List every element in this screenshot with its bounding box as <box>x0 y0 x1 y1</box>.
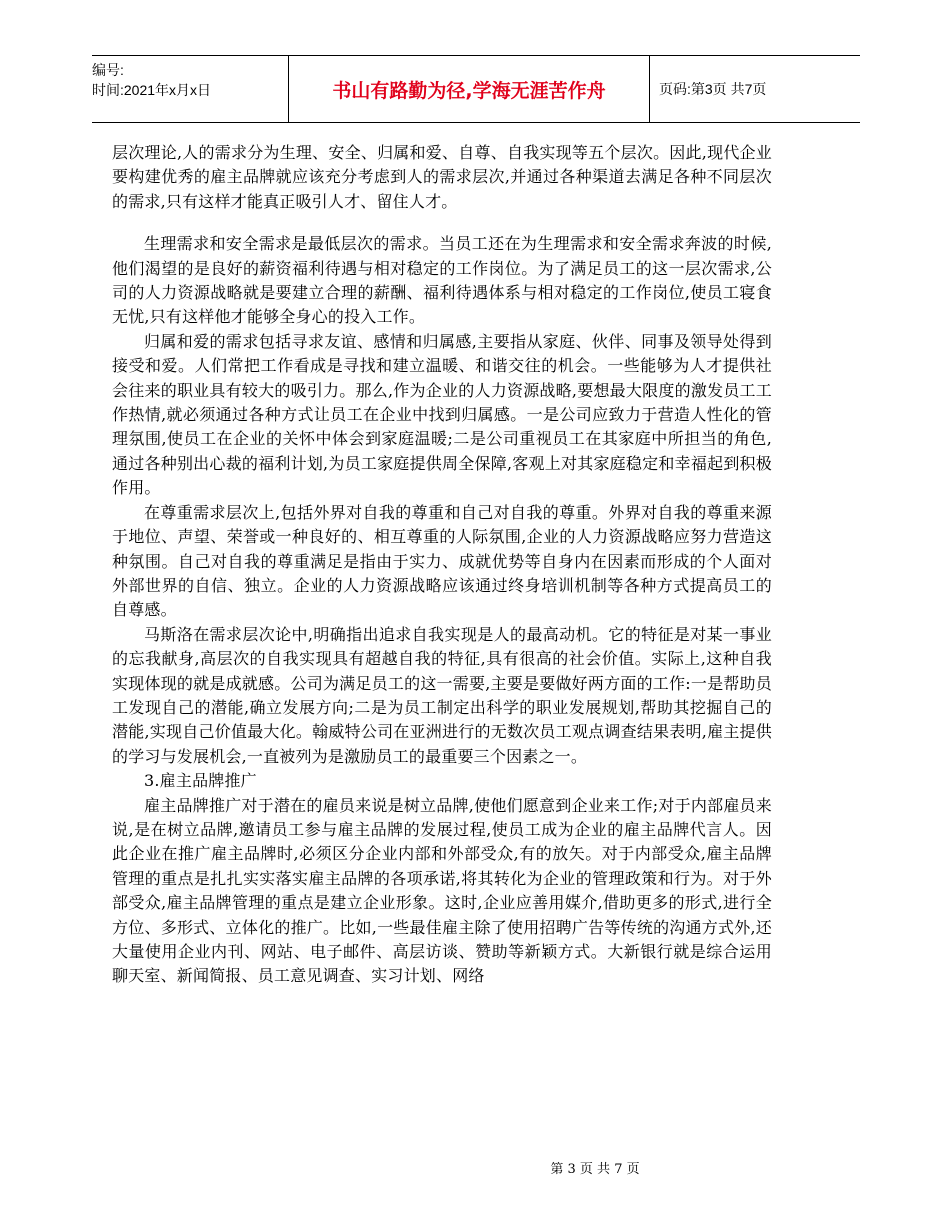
header-slogan: 书山有路勤为径,学海无涯苦作舟 <box>288 56 650 122</box>
paragraph: 雇主品牌推广对于潜在的雇员来说是树立品牌,使他们愿意到企业来工作;对于内部雇员来说,是在树立品牌,邀请员工参与雇主品牌的发展过程,使员工成为企业的雇主品牌代言人。因此企业在推广雇主品牌时,必须区分企业内部和外部受众,有的放矢。对于内部受众,雇主品牌管理的重点是扎扎实实落实雇主品牌的各项承诺,将其转化为企业的管理政策和行为。对于外部受众,雇主品牌管理的重点是建立企业形象。这时,企业应善用媒介,借助更多的形式,进行全方位、多形式、立体化的推广。比如,一些最佳雇主除了使用招聘广告等传统的沟通方式外,还大量使用企业内刊、网站、电子邮件、高层访谈、赞助等新颖方式。大新银行就是综合运用聊天室、新闻简报、员工意见调查、实习计划、网络 <box>112 795 772 986</box>
header-meta <box>92 56 288 122</box>
header-number-label: 编号: <box>92 62 124 78</box>
document-body <box>112 141 772 989</box>
section-heading: 3.雇主品牌推广 <box>144 771 257 791</box>
header-time-label: 时间:2021年x月x日 <box>92 82 212 98</box>
header-page-info: 页码:第3页 共7页 <box>659 81 767 97</box>
paragraph: 归属和爱的需求包括寻求友谊、感情和归属感,主要指从家庭、伙伴、同事及领导处得到接受和爱。人们常把工作看成是寻找和建立温暖、和谐交往的机会。一些能够为人才提供社会往来的职业具有较大的吸引力。那么,作为企业的人力资源战略,要想最大限度的激发员工工作热情,就必须通过各种方式让员工在企业中找到归属感。一是公司应致力于营造人性化的管理氛围,使员工在企业的关怀中体会到家庭温暖;二是公司重视员工在其家庭中所担当的角色,通过各种别出心裁的福利计划,为员工家庭提供周全保障,客观上对其家庭稳定和幸福起到积极作用。 <box>112 331 772 498</box>
page-footer <box>0 1158 950 1177</box>
page-header <box>92 55 860 123</box>
paragraph: 马斯洛在需求层次论中,明确指出追求自我实现是人的最高动机。它的特征是对某一事业的忘我献身,高层次的自我实现具有超越自我的特征,具有很高的社会价值。实际上,这种自我实现体现的就是成就感。公司为满足员工的这一需要,主要是要做好两方面的工作:一是帮助员工发现自己的潜能,确立发展方向;二是为员工制定出科学的职业发展规划,帮助其挖掘自己的潜能,实现自己价值最大化。翰威特公司在亚洲进行的无数次员工观点调查结果表明,雇主提供的学习与发展机会,一直被列为是激励员工的最重要三个因素之一。 <box>112 624 772 766</box>
paragraph: 在尊重需求层次上,包括外界对自我的尊重和自己对自我的尊重。外界对自我的尊重来源于地位、声望、荣誉或一种良好的、相互尊重的人际氛围,企业的人力资源战略应努力营造这种氛围。自己对自我的尊重满足是指由于实力、成就优势等自身内在因素而形成的个人面对外部世界的自信、独立。企业的人力资源战略应该通过终身培训机制等各种方式提高员工的自尊感。 <box>112 502 772 620</box>
paragraph: 层次理论,人的需求分为生理、安全、归属和爱、自尊、自我实现等五个层次。因此,现代企业要构建优秀的雇主品牌就应该充分考虑到人的需求层次,并通过各种渠道去满足各种不同层次的需求,只有这样才能真正吸引人才、留住人才。 <box>112 143 772 211</box>
footer-page-number: 第 3 页 共 7 页 <box>550 1162 640 1177</box>
paragraph: 生理需求和安全需求是最低层次的需求。当员工还在为生理需求和安全需求奔波的时候,他们渴望的是良好的薪资福利待遇与相对稳定的工作岗位。为了满足员工的这一层次需求,公司的人力资源战略就是要建立合理的薪酬、福利待遇体系与相对稳定的工作岗位,使员工寝食无忧,只有这样他才能够全身心的投入工作。 <box>112 234 772 327</box>
